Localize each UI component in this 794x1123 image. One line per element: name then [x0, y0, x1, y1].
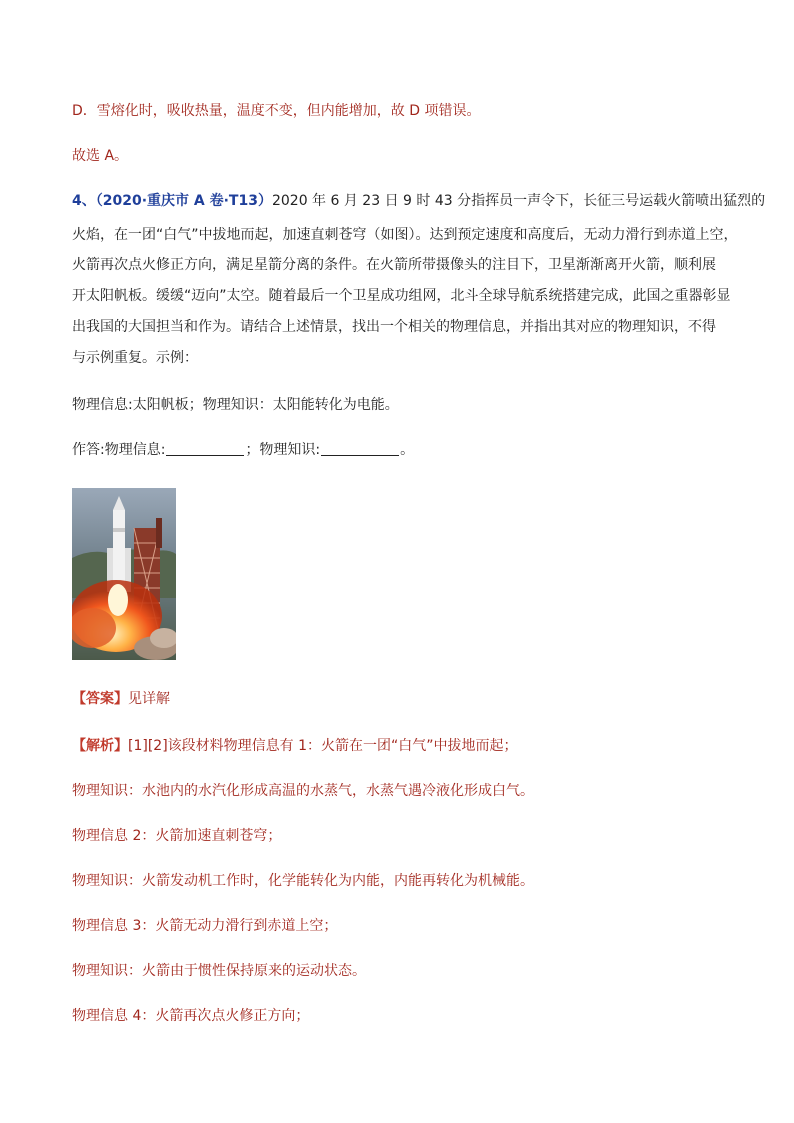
knowledge-blank [321, 441, 399, 456]
answer-label-info: 作答:物理信息: [72, 442, 166, 458]
answer-end: 。 [400, 442, 415, 458]
analysis-line-3: 物理信息 2：火箭加速直刺苍穹； [72, 828, 282, 844]
info-blank [166, 441, 244, 456]
question-4-line-3: 火箭再次点火修正方向，满足星箭分离的条件。在火箭所带摄像头的注目下，卫星渐渐离开火箭，顺利展 [72, 257, 716, 273]
question-number: 4、 [72, 193, 96, 209]
analysis-line-1 [72, 736, 518, 756]
question-4-line-2: 火焰，在一团“白气”中拔地而起，加速直刺苍穹（如图）。达到预定速度和高度后，无动力滑行到赤道上空， [72, 227, 738, 243]
question-4-line-4: 开太阳帆板。缓缓“迈向”太空。随着最后一个卫星成功组网，北斗全球导航系统搭建完成，此国之重器彰显 [72, 288, 731, 304]
analysis-line-7: 物理信息 4：火箭再次点火修正方向； [72, 1008, 310, 1024]
question-4-line-6: 与示例重复。示例： [72, 350, 198, 366]
choice-line: 故选 A。 [72, 148, 129, 164]
rocket-launch-illustration [72, 488, 176, 660]
analysis-tag: 【解析】 [72, 738, 128, 754]
answer-text: 见详解 [128, 691, 170, 707]
question-source: （2020·重庆市 A 卷·T13） [95, 193, 272, 209]
analysis-text: [1][2]该段材料物理信息有 1：火箭在一团“白气”中拔地而起； [128, 738, 518, 754]
analysis-line-4: 物理知识：火箭发动机工作时，化学能转化为内能，内能再转化为机械能。 [72, 873, 534, 889]
question-text: 2020 年 6 月 23 日 9 时 43 分指挥员一声令下，长征三号运载火箭喷出猛烈的 [271, 193, 766, 209]
answer-line [72, 689, 170, 709]
rocket-launch-image [72, 488, 176, 660]
analysis-line-2: 物理知识：水池内的水汽化形成高温的水蒸气，水蒸气遇冷液化形成白气。 [72, 783, 534, 799]
answer-prompt-line [72, 440, 414, 460]
answer-tag: 【答案】 [72, 691, 128, 707]
analysis-line-5: 物理信息 3：火箭无动力滑行到赤道上空； [72, 918, 338, 934]
example-line: 物理信息:太阳帆板；物理知识：太阳能转化为电能。 [72, 397, 399, 413]
answer-label-knowledge: ；物理知识: [245, 442, 321, 458]
question-4-line-5: 出我国的大国担当和作为。请结合上述情景，找出一个相关的物理信息，并指出其对应的物理知识，不得 [72, 319, 716, 335]
option-d-line: D．雪熔化时，吸收热量，温度不变，但内能增加，故 D 项错误。 [72, 103, 481, 119]
analysis-line-6: 物理知识：火箭由于惯性保持原来的运动状态。 [72, 963, 366, 979]
question-4-line-1 [72, 191, 765, 211]
